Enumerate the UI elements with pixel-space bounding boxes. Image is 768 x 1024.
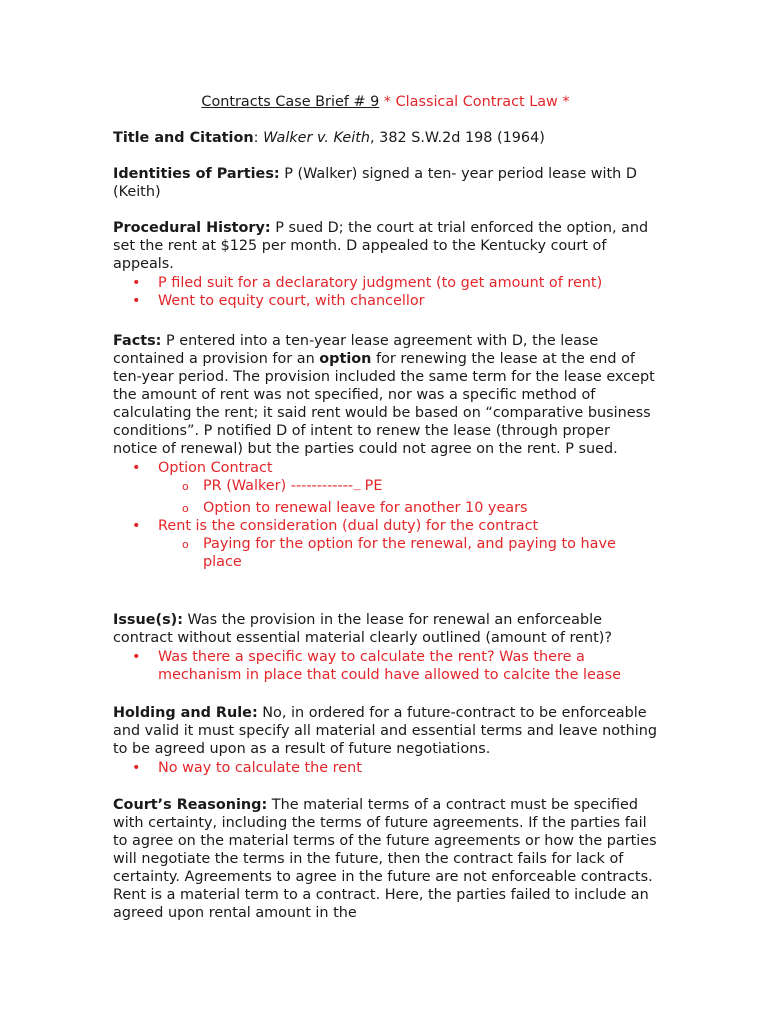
list-item: o Paying for the option for the renewal, and paying to have place <box>113 535 658 571</box>
arrow-icon: –– <box>353 485 361 495</box>
citation-colon: : <box>253 130 264 146</box>
citation-paragraph <box>113 129 658 147</box>
procedural-notes <box>113 274 658 310</box>
case-name: Walker v. Keith <box>263 130 371 146</box>
procedural-paragraph <box>113 219 658 273</box>
title-annotation: * Classical Contract Law * <box>379 94 570 110</box>
facts-note-1: Option Contract <box>158 460 273 476</box>
title-main: Contracts Case Brief # 9 <box>201 94 380 110</box>
sub-note-text: PR (Walker) ------------ <box>203 478 354 494</box>
facts-label: Facts: <box>113 333 162 349</box>
reasoning-text: The material terms of a contract must be specified with certainty, including the terms of future agreements. If the parties fail to agree on the material terms of the future agreements or how the parties will negotiate the terms in the future, then the contract fails for lack of certainty. Agreements to agree in the future are not enforceable contracts. Rent is a material term to a contract. Here, the parties failed to include an agreed upon rental amount in the <box>113 797 657 921</box>
citation-text: , 382 S.W.2d 198 (1964) <box>370 130 545 146</box>
facts-note-1-subitems <box>113 477 658 517</box>
holding-label: Holding and Rule: <box>113 705 258 721</box>
facts-bold-word: option <box>319 351 372 367</box>
parties-text: P (Walker) signed a ten- year period lease with D (Keith) <box>113 166 637 200</box>
facts-notes <box>113 459 658 571</box>
reasoning-label: Court’s Reasoning: <box>113 797 268 813</box>
facts-note-2-subitems <box>113 535 658 571</box>
list-item <box>113 477 658 499</box>
citation-label: Title and Citation <box>113 130 254 146</box>
holding-text: No, in ordered for a future-contract to be enforceable and valid it must specify all material and essential terms and leave nothing to be agreed upon as a result of future negotiations. <box>113 705 658 757</box>
list-item <box>113 459 658 517</box>
facts-paragraph <box>113 332 658 458</box>
procedural-text: P sued D; the court at trial enforced the option, and set the rent at $125 per month. D appealed to the Kentucky court of appeals. <box>113 220 649 272</box>
issue-notes <box>113 648 658 684</box>
list-item <box>113 517 658 571</box>
parties-label: Identities of Parties: <box>113 166 280 182</box>
list-item: • No way to calculate the rent <box>113 759 658 777</box>
holding-notes <box>113 759 658 777</box>
issue-paragraph <box>113 611 658 647</box>
list-item: o Option to renewal leave for another 10 years <box>113 499 658 517</box>
facts-text-1: P entered into a ten-year lease agreement with D, the lease contained a provision for an <box>113 333 599 367</box>
list-item: • Went to equity court, with chancellor <box>113 292 658 310</box>
procedural-label: Procedural History: <box>113 220 271 236</box>
procedural-section <box>113 219 658 310</box>
holding-paragraph <box>113 704 658 758</box>
sub-note-text: PE <box>360 478 383 494</box>
facts-section <box>113 332 658 571</box>
facts-text-2: for renewing the lease at the end of ten-year period. The provision included the same term for the lease except the amount of rent was not specified, nor was a specific method of calculating the rent; it said rent would be based on “comparative business conditions”. P notified D of intent to renew the lease (through proper notice of renewal) but the parties could not agree on the rent. P sued. <box>113 351 655 457</box>
list-item: • P filed suit for a declaratory judgment (to get amount of rent) <box>113 274 658 292</box>
parties-paragraph <box>113 165 658 201</box>
facts-note-2: Rent is the consideration (dual duty) for the contract <box>158 518 539 534</box>
list-item: • Was there a specific way to calculate the rent? Was there a mechanism in place that could have allowed to calcite the lease <box>113 648 658 684</box>
holding-section <box>113 704 658 777</box>
reasoning-paragraph <box>113 796 658 922</box>
issue-label: Issue(s): <box>113 612 183 628</box>
issue-section <box>113 611 658 684</box>
issue-text: Was the provision in the lease for renewal an enforceable contract without essential material clearly outlined (amount of rent)? <box>113 612 612 646</box>
document-title <box>113 93 658 111</box>
